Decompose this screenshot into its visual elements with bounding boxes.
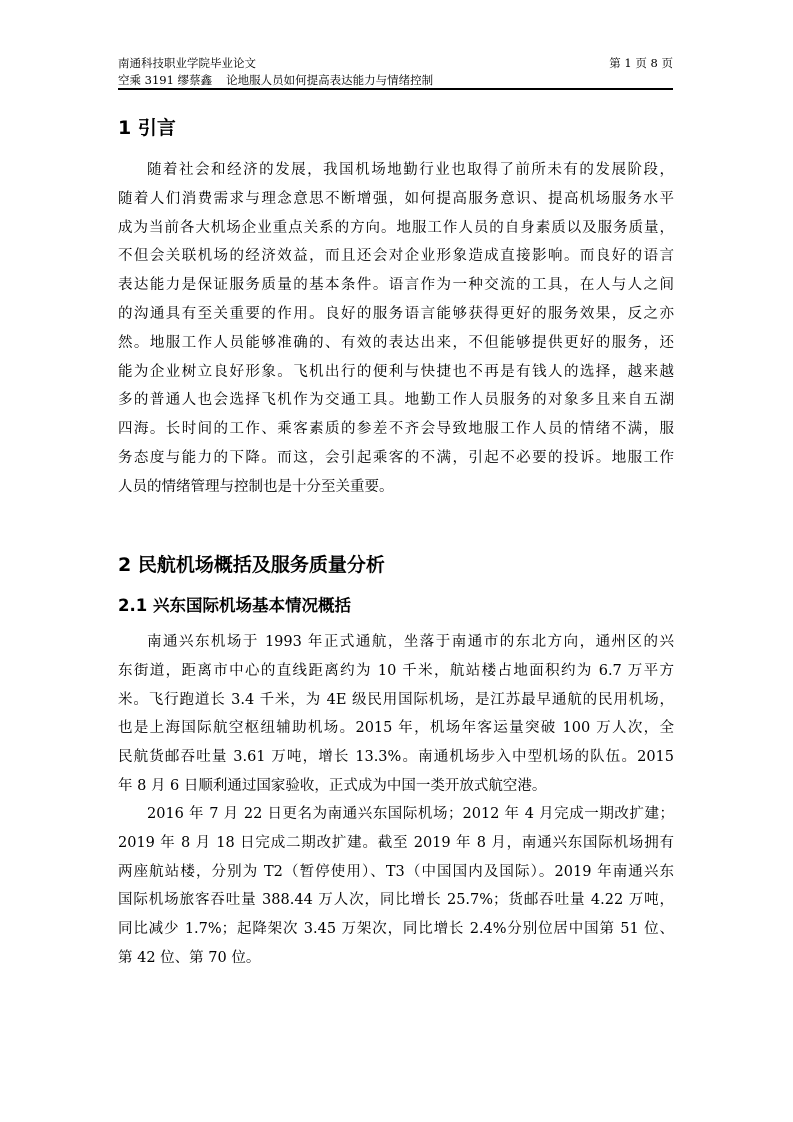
text-line: 年 8 月 6 日顺利通过国家验收，正式成为中国一类开放式航空港。 xyxy=(118,777,547,794)
paragraph xyxy=(118,156,674,502)
text-line: 人员的情绪管理与控制也是十分至关重要。 xyxy=(118,478,394,495)
subsection-heading: 2.1 兴东国际机场基本情况概括 xyxy=(118,596,351,615)
text-line: 南通兴东机场于 1993 年正式通航，坐落于南通市的东北方向，通州区的兴 xyxy=(147,634,674,650)
text-line: 能为企业树立良好形象。飞机出行的便利与快捷也不再是有钱人的选择，越来越 xyxy=(118,363,674,380)
text-line: 2019 年 8 月 18 日完成二期改扩建。截至 2019 年 8 月，南通兴东国际机场拥有 xyxy=(118,834,674,851)
section-heading: 1 引言 xyxy=(118,117,176,139)
text-line: 两座航站楼，分别为 T2（暂停使用）、T3（中国国内及国际）。2019 年南通兴东 xyxy=(118,863,674,880)
page-header xyxy=(118,53,673,89)
header-divider xyxy=(118,88,673,90)
text-line: 随着人们消费需求与理念意思不断增强，如何提高服务意识、提高机场服务水平 xyxy=(118,190,674,207)
text-line: 国际机场旅客吞吐量 388.44 万人次，同比增长 25.7%；货邮吞吐量 4.22 万吨， xyxy=(118,892,674,909)
text-line: 2016 年 7 月 22 日更名为南通兴东国际机场；2012 年 4 月完成一期改扩建； xyxy=(147,806,674,822)
text-line: 的沟通具有至关重要的作用。良好的服务语言能够获得更好的服务效果，反之亦 xyxy=(118,305,674,322)
text-line: 成为当前各大机场企业重点关系的方向。地服工作人员的自身素质以及服务质量， xyxy=(118,219,674,236)
header-school-title: 南通科技职业学院毕业论文 xyxy=(118,56,256,70)
text-line: 四海。长时间的工作、乘客素质的参差不齐会导致地服工作人员的情绪不满，服 xyxy=(118,421,674,438)
paragraph xyxy=(118,628,674,801)
text-line: 民航货邮吞吐量 3.61 万吨，增长 13.3%。南通机场步入中型机场的队伍。2015 xyxy=(118,749,674,766)
paragraph xyxy=(118,800,674,973)
header-class-name: 空乘 3191 缪蔡鑫 xyxy=(118,73,213,87)
text-line: 东街道，距离市中心的直线距离约为 10 千米，航站楼占地面积约为 6.7 万平方 xyxy=(118,662,674,679)
text-line: 同比减少 1.7%；起降架次 3.45 万架次，同比增长 2.4%分别位居中国第 51 位、 xyxy=(118,921,674,938)
text-line: 然。地服工作人员能够准确的、有效的表达出来，不但能够提供更好的服务，还 xyxy=(118,334,674,351)
text-line: 不但会关联机场的经济效益，而且还会对企业形象造成直接影响。而良好的语言 xyxy=(118,248,674,265)
text-line: 也是上海国际航空枢纽辅助机场。2015 年，机场年客运量突破 100 万人次，全 xyxy=(118,720,674,737)
text-line: 多的普通人也会选择飞机作为交通工具。地勤工作人员服务的对象多且来自五湖 xyxy=(118,392,674,409)
header-author-line xyxy=(118,72,447,88)
text-line: 米。飞行跑道长 3.4 千米，为 4E 级民用国际机场，是江苏最早通航的民用机场， xyxy=(118,691,674,708)
text-line: 表达能力是保证服务质量的基本条件。语言作为一种交流的工具，在人与人之间 xyxy=(118,277,674,294)
text-line: 第 42 位、第 70 位。 xyxy=(118,949,261,966)
section-heading: 2 民航机场概括及服务质量分析 xyxy=(118,554,385,576)
header-page-number: 第 1 页 8 页 xyxy=(609,56,673,70)
text-line: 随着社会和经济的发展，我国机场地勤行业也取得了前所未有的发展阶段， xyxy=(147,162,674,178)
text-line: 务态度与能力的下降。而这，会引起乘客的不满，引起不必要的投诉。地服工作 xyxy=(118,449,674,466)
header-thesis-title: 论地服人员如何提高表达能力与情绪控制 xyxy=(226,73,434,87)
